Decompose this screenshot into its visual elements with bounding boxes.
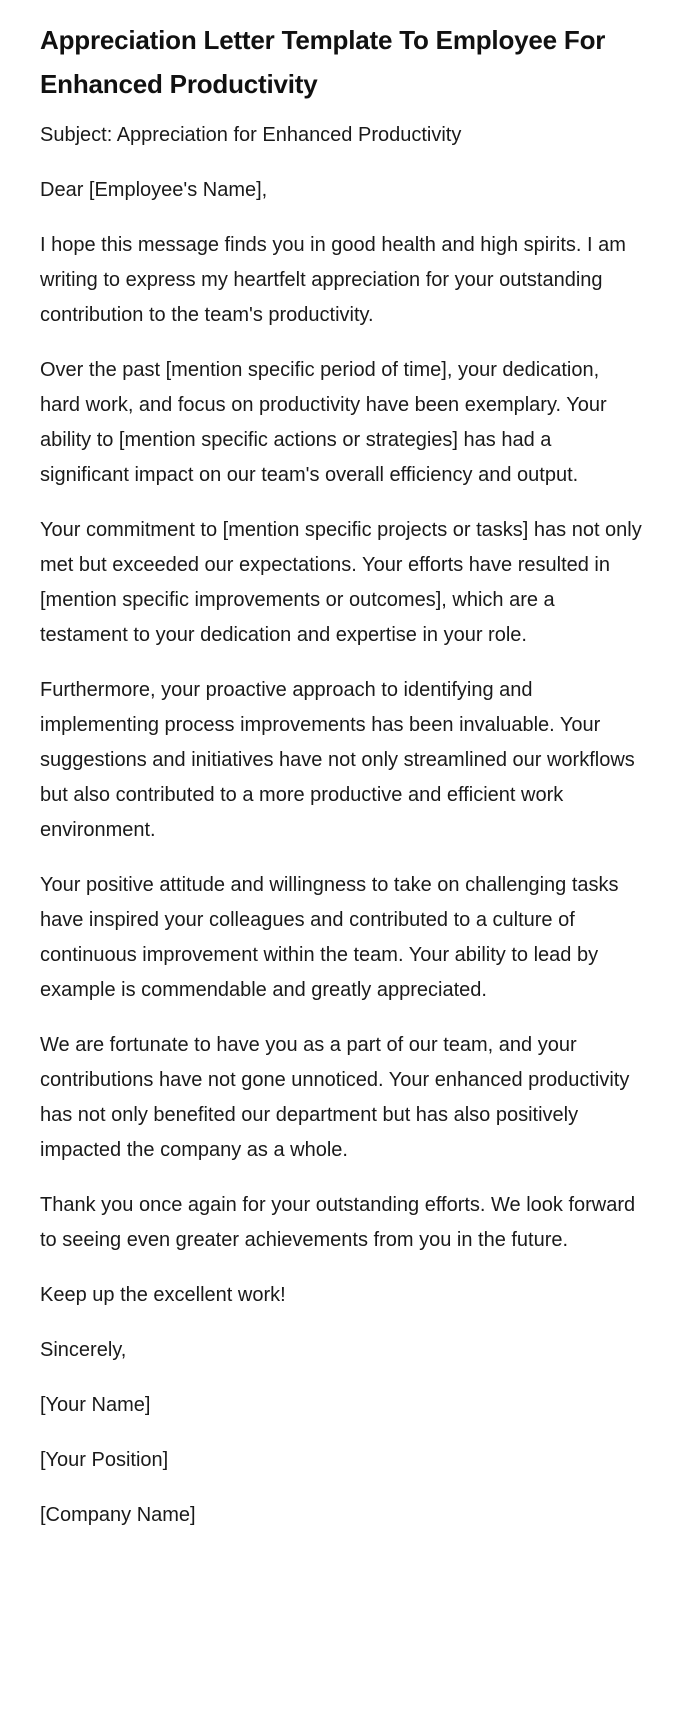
salutation: Dear [Employee's Name], xyxy=(40,179,268,201)
closing-line: Keep up the excellent work! xyxy=(40,1284,286,1306)
body-paragraph: We are fortunate to have you as a part of our team, and your contributions have not gone unnoticed. Your enhanced productivity has not only benefited our department but has also positively impacted the company as a whole. xyxy=(40,1034,630,1161)
body-paragraph: Over the past [mention specific period of time], your dedication, hard work, and focus on productivity have been exemplary. Your ability to [mention specific actions or strategies] has had a significant impact on our team's overall efficiency and output. xyxy=(40,359,607,486)
signoff: Sincerely, xyxy=(40,1339,127,1361)
page-title: Appreciation Letter Template To Employee For Enhanced Productivity xyxy=(40,25,606,99)
letter-page xyxy=(40,18,643,1553)
body-paragraph: I hope this message finds you in good health and high spirits. I am writing to express my heartfelt appreciation for your outstanding contribution to the team's productivity. xyxy=(40,234,626,326)
body-paragraph: Your positive attitude and willingness to take on challenging tasks have inspired your colleagues and contributed to a culture of continuous improvement within the team. Your ability to lead by example is commendable and greatly appreciated. xyxy=(40,874,619,1001)
body-paragraph: Your commitment to [mention specific projects or tasks] has not only met but exceeded our expectations. Your efforts have resulted in [mention specific improvements or outcomes], which are a testament to your dedication and expertise in your role. xyxy=(40,519,642,646)
signature-position: [Your Position] xyxy=(40,1449,169,1471)
signature-company: [Company Name] xyxy=(40,1504,196,1526)
subject-line: Subject: Appreciation for Enhanced Productivity xyxy=(40,124,462,146)
signature-name: [Your Name] xyxy=(40,1394,151,1416)
body-paragraph: Thank you once again for your outstanding efforts. We look forward to seeing even greater achievements from you in the future. xyxy=(40,1194,636,1251)
body-paragraph: Furthermore, your proactive approach to identifying and implementing process improvements has been invaluable. Your suggestions and initiatives have not only streamlined our workflows but also contributed to a more productive and efficient work environment. xyxy=(40,679,635,841)
